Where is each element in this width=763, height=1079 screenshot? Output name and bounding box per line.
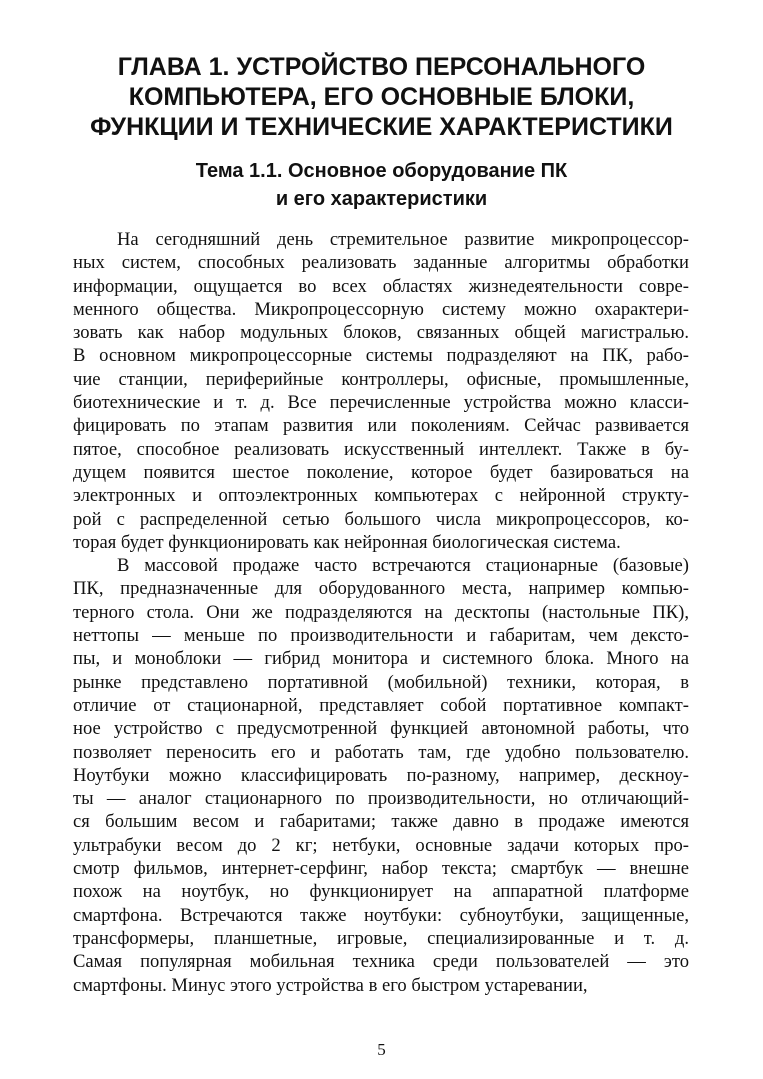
text-line: отличие от стационарной, представляет собой портативное компакт- — [73, 694, 689, 716]
text-line: фицировать по этапам развития или поколениям. Сейчас развивается — [73, 415, 689, 437]
topic-title — [40, 157, 723, 213]
body-text — [73, 228, 689, 997]
chapter-title-line: ФУНКЦИИ И ТЕХНИЧЕСКИЕ ХАРАКТЕРИСТИКИ — [90, 113, 673, 141]
text-line: зовать как набор модульных блоков, связанных общей магистралью. — [73, 322, 689, 344]
text-line: рынке представлено портативной (мобильной) техники, которая, в — [73, 671, 689, 693]
text-line: пятое, способное реализовать искусственный интеллект. Также в бу- — [73, 438, 689, 460]
text-line: электронных и оптоэлектронных компьютерах с нейронной структу- — [73, 485, 689, 507]
text-line: ное устройство с предусмотренной функцией автономной работы, что — [73, 718, 689, 740]
text-line: Самая популярная мобильная техника среди пользователей — это — [73, 951, 689, 973]
paragraph-1 — [73, 228, 689, 554]
text-line: смартфона. Встречаются также ноутбуки: субноутбуки, защищенные, — [73, 904, 689, 926]
text-line: В основном микропроцессорные системы подразделяют на ПК, рабо- — [73, 345, 689, 367]
chapter-title — [40, 52, 723, 142]
text-line: смотр фильмов, интернет-серфинг, набор текста; смартбук — внешне — [73, 858, 689, 880]
text-line: ся большим весом и габаритами; также давно в продаже имеются — [73, 811, 689, 833]
text-line: терного стола. Они же подразделяются на десктопы (настольные ПК), — [73, 601, 689, 623]
topic-title-line: Тема 1.1. Основное оборудование ПК — [195, 160, 568, 182]
text-line: ПК, предназначенные для оборудованного места, например компью- — [73, 578, 689, 600]
text-line: чие станции, периферийные контроллеры, офисные, промышленные, — [73, 368, 689, 390]
text-line: рой с распределенной сетью большого числа микропроцессоров, ко- — [73, 508, 689, 530]
text-line: пы, и моноблоки — гибрид монитора и системного блока. Много на — [73, 648, 689, 670]
text-line: торая будет функционировать как нейронная биологическая система. — [73, 531, 621, 553]
text-line: неттопы — меньше по производительности и габаритам, чем дексто- — [73, 625, 689, 647]
chapter-title-line: КОМПЬЮТЕРА, ЕГО ОСНОВНЫЕ БЛОКИ, — [128, 83, 635, 111]
paragraph-2 — [73, 554, 689, 997]
topic-title-line: и его характеристики — [275, 188, 488, 210]
text-line: позволяет переносить его и работать там, где удобно пользователю. — [73, 741, 689, 763]
text-line: похож на ноутбук, но функционирует на аппаратной платформе — [73, 881, 689, 903]
page-number: 5 — [377, 1040, 386, 1059]
text-line: ты — аналог стационарного по производительности, но отличающий- — [73, 788, 689, 810]
text-line: На сегодняшний день стремительное развитие микропроцессор- — [117, 229, 689, 250]
text-line: смартфоны. Минус этого устройства в его быстром устаревании, — [73, 974, 588, 996]
text-line: В массовой продаже часто встречаются стационарные (базовые) — [117, 555, 689, 577]
chapter-title-line: ГЛАВА 1. УСТРОЙСТВО ПЕРСОНАЛЬНОГО — [117, 53, 646, 81]
text-line: ных систем, способных реализовать заданные алгоритмы обработки — [73, 252, 689, 274]
text-line: ультрабуки весом до 2 кг; нетбуки, основные задачи которых про- — [73, 834, 689, 856]
text-line: трансформеры, планшетные, игровые, специализированные и т. д. — [73, 927, 689, 949]
text-line: Ноутбуки можно классифицировать по-разному, например, дескноу- — [73, 764, 689, 786]
text-line: информации, ощущается во всех областях жизнедеятельности совре- — [73, 275, 689, 297]
text-line: дущем появится шестое поколение, которое будет базироваться на — [73, 461, 689, 483]
text-line: менного общества. Микропроцессорную систему можно охарактери- — [73, 298, 689, 320]
text-line: биотехнические и т. д. Все перечисленные устройства можно класси- — [73, 392, 689, 414]
